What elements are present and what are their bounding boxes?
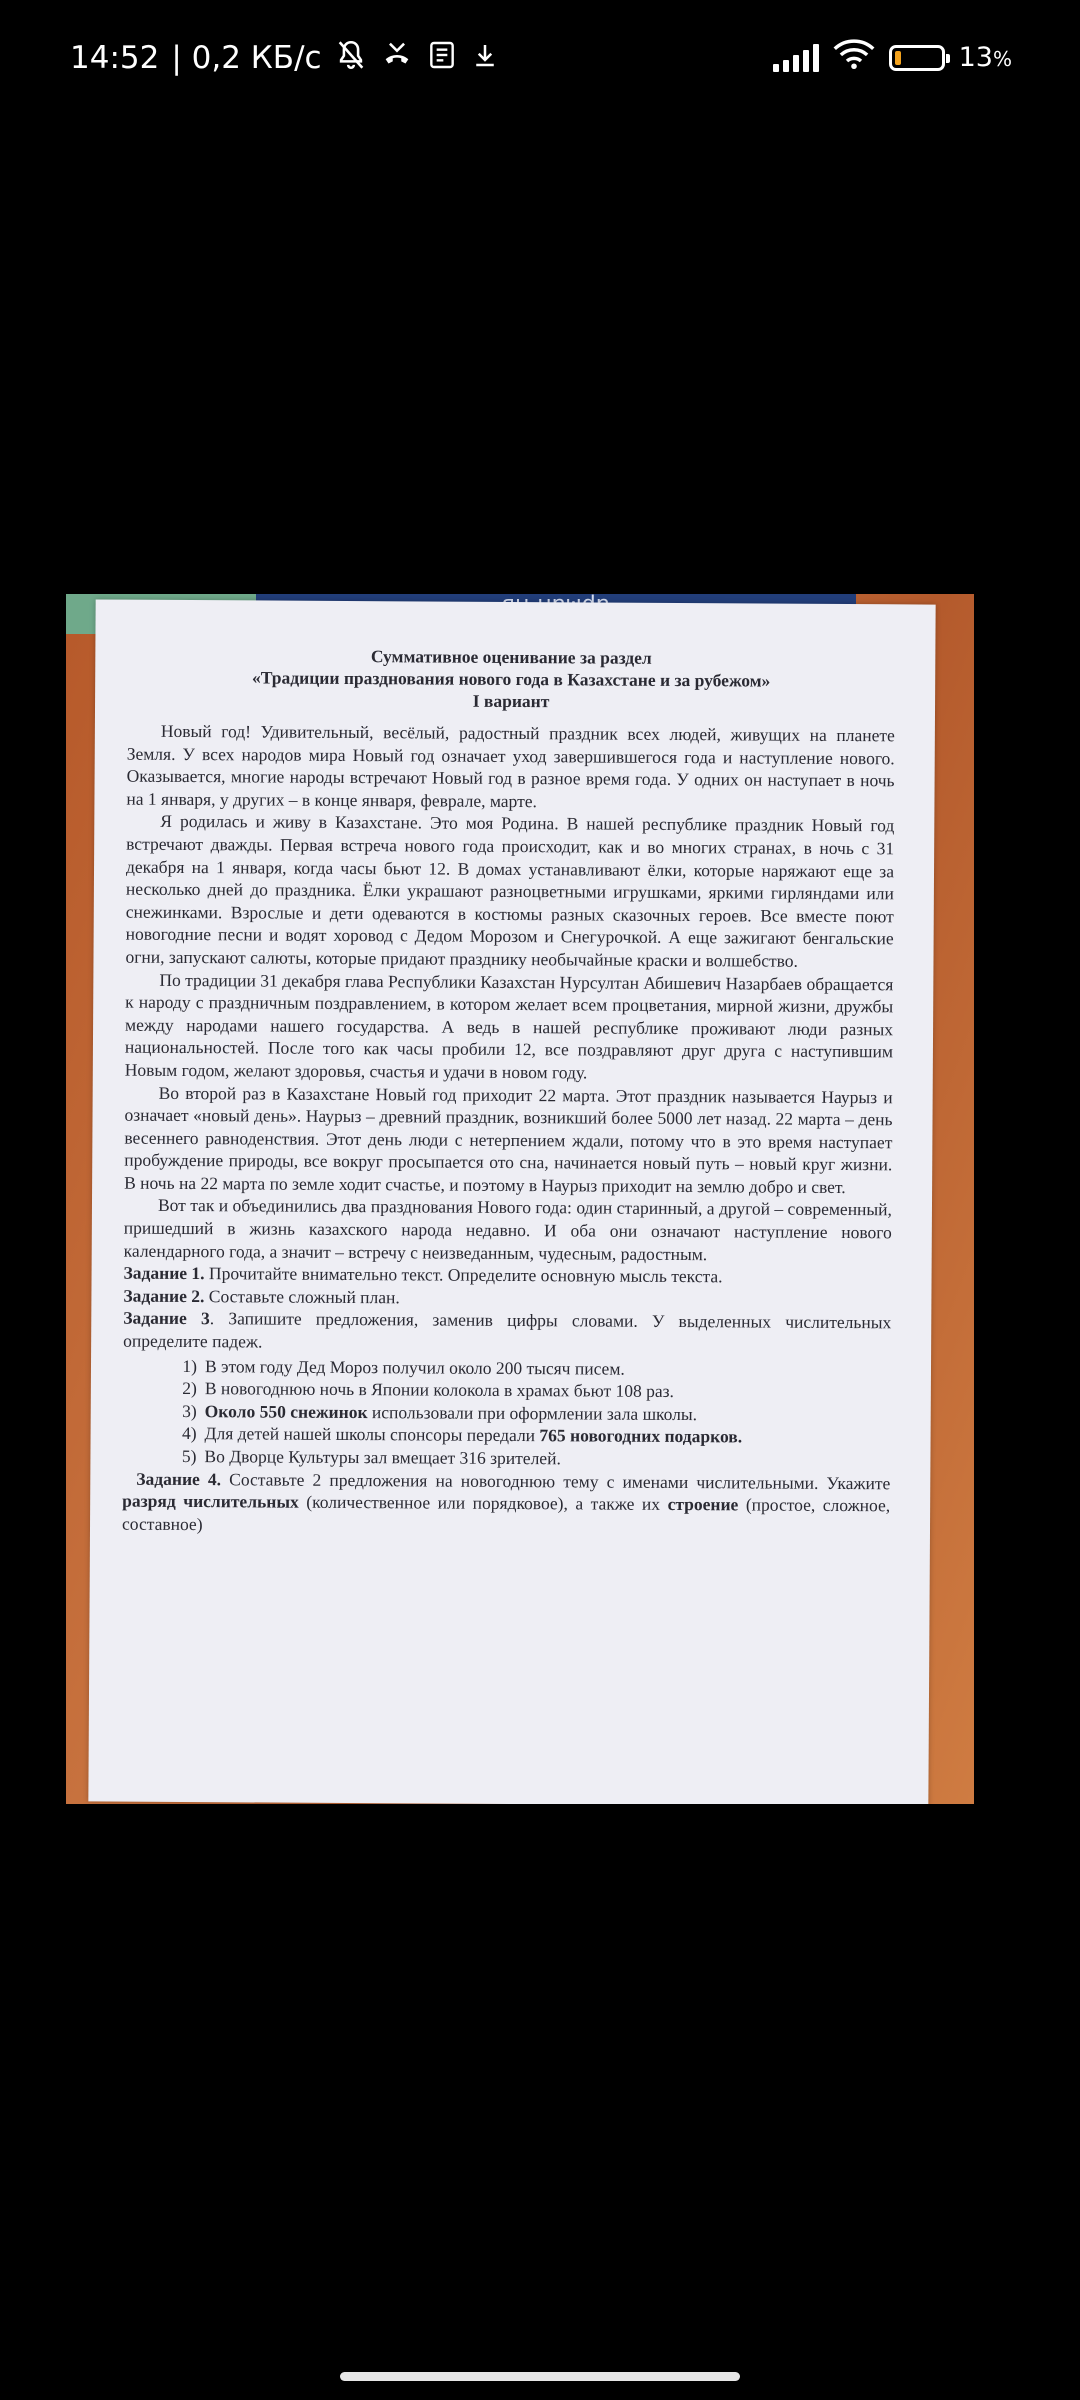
missed-call-icon xyxy=(380,38,414,78)
document-photo[interactable] xyxy=(66,594,974,1804)
list-item: 2) В новогоднюю ночь в Японии колокола в храмах бьют 108 раз. xyxy=(182,1378,675,1402)
battery-fill xyxy=(895,51,901,65)
download-icon xyxy=(470,40,500,76)
signal-icon xyxy=(773,44,819,72)
title-line-3: I вариант xyxy=(472,690,550,712)
paragraph: Во второй раз в Казахстане Новый год приходит 22 марта. Этот праздник называется Наурыз и означает «новый день». Наурыз – древний праздник, возникший более 5000 лет назад. 22 марта – день весеннего равноденствия. Этот день люди с нетерпением ждали, потому что в это время наступает пробуждение природы, все вокруг просыпается ото сна, начинается новый путь – новый круг жизни. В ночь на 22 марта по земле ходит счастье, и поэтому в Наурыз приходит на землю добро и свет. xyxy=(124,1082,893,1197)
wifi-icon xyxy=(833,38,875,77)
status-bar xyxy=(0,0,1080,120)
home-gesture-bar[interactable] xyxy=(340,2372,740,2381)
list-item: 1) В этом году Дед Мороз получил около 200 тысяч писем. xyxy=(182,1355,625,1379)
paragraph: По традиции 31 декабря глава Республики Казахстан Нурсултан Абишевич Назарбаев обращается к народу с праздничным поздравлением, в котором желает всем процветания, мирной жизни, дружбы между народами нашего государства. А ведь в нашей республике проживают люди разных национальностей. После того как часы пробили 12, все поздравляют друг друга с наступившим Новым годом, желают здоровья, счастья и удачи в новом году. xyxy=(124,969,894,1083)
list-item: 5) Во Дворце Культуры зал вмещает 316 зрителей. xyxy=(181,1445,561,1469)
paragraph: Новый год! Удивительный, весёлый, радостный праздник всех людей, живущих на планете Земля. У всех народов мира Новый год означает уход завершившегося года и наступление нового. Оказывается, многие народы встречают Новый год в разное время года. У одних он наступает в ночь на 1 января, у других – в конце января, феврале, марте. xyxy=(126,720,895,811)
title-line-1: Суммативное оценивание за раздел xyxy=(370,646,652,668)
sentence-list xyxy=(168,1355,891,1472)
status-right xyxy=(773,38,1012,77)
mute-bell-icon xyxy=(334,38,368,78)
list-item: 4) Для детей нашей школы спонсоры передали 765 новогодних подарков. xyxy=(181,1423,743,1447)
battery-icon xyxy=(889,45,945,71)
battery-percent: 13% xyxy=(958,42,1012,73)
paper-sheet xyxy=(88,599,935,1804)
title-line-2: «Традиции празднования нового года в Казахстане и за рубежом» xyxy=(252,667,771,691)
task-4: Задание 4. Составьте 2 предложения на новогоднюю тему с именами числительными. Укажите разряд числительных (количественное или порядковое), а также их строение (простое, сложное, составное) xyxy=(121,1468,891,1534)
list-item: 3) Около 550 снежинок использовали при оформлении зала школы. xyxy=(182,1400,698,1424)
document-title xyxy=(127,644,895,715)
status-network-speed: | 0,2 КБ/с xyxy=(171,40,322,76)
task-2: Задание 2. Составьте сложный план. xyxy=(123,1285,400,1308)
paragraph: Я родилась и живу в Казахстане. Это моя Родина. В нашей республике праздник Новый год встречают дважды. Первая встреча нового года происходит, как и во многих странах, в ночь с 31 декабря на 1 января, когда часы бьют 12. В домах устанавливают ёлки, которые наряжают еще за несколько дней до праздника. Ёлки украшают разноцветными игрушками, яркими гирляндами или снежинками. Взрослые и дети одеваются в костюмы разных сказочных героев. Все вместе поют новогодние песни и водят хоровод с Дедом Морозом и Снегурочкой. А еще зажигают бенгальские огни, запускают салюты, которые придают празднику необычайные краски и волшебство. xyxy=(125,811,895,971)
notes-icon xyxy=(426,39,458,77)
paragraph: Вот так и объединились два празднования Нового года: один старинный, а другой – современный, пришедший в жизнь казахского народа недавно. И оба они означают наступление нового календарного года, а значит – встречу с неизведанным, чудесным, радостным. xyxy=(123,1195,893,1264)
task-3: Задание 3. Запишите предложения, заменив цифры словами. У выделенных числительных определите падеж. xyxy=(123,1308,892,1352)
task-1: Задание 1. Прочитайте внимательно текст. Определите основную мысль текста. xyxy=(123,1262,723,1287)
status-left xyxy=(70,38,500,78)
status-time: 14:52 xyxy=(70,40,160,76)
